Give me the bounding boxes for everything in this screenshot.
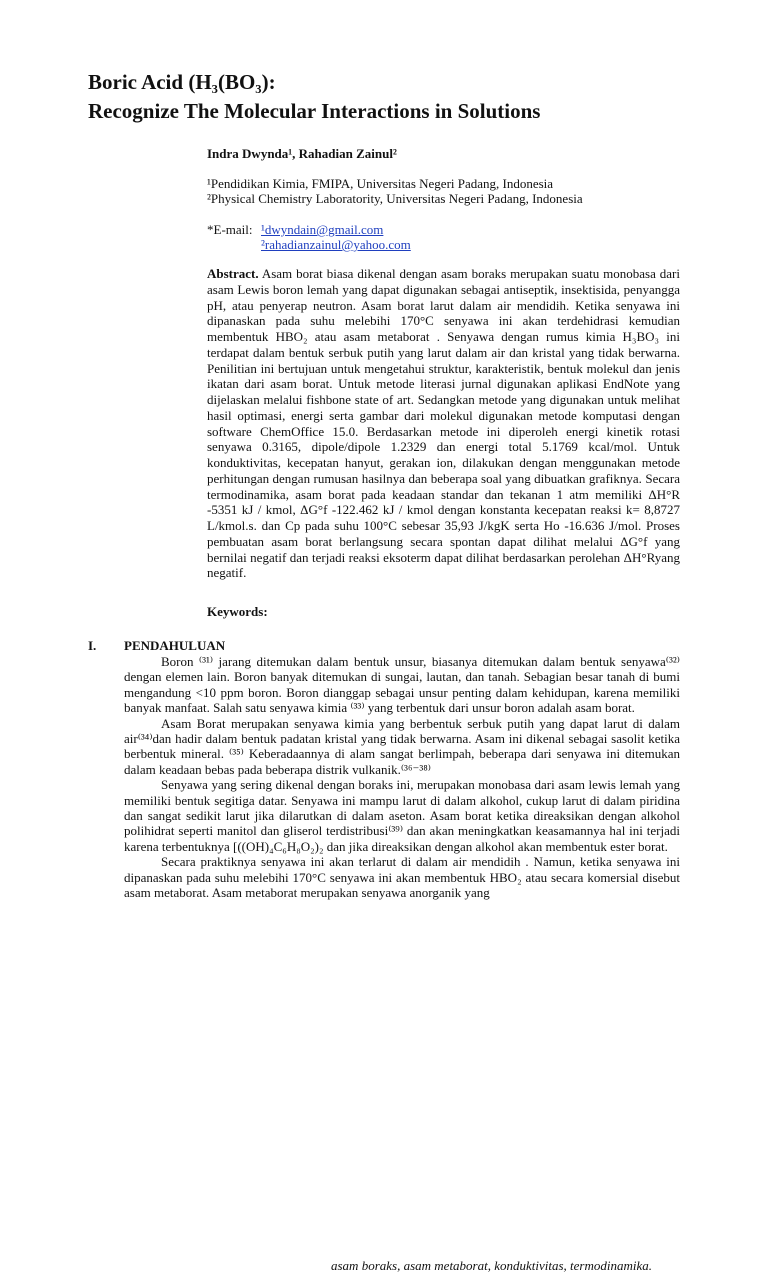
paragraph: Secara praktiknya senyawa ini akan terlarut di dalam air mendidih . Namun, ketika senyawa ini dipanaskan pada suhu melebihi 170°C senyawa ini akan membentuk HBO₂ atau secara komersial disebut asam metaborat. Asam metaborat merupakan senyawa anorganik yang	[124, 854, 680, 901]
abstract-heading: Abstract.	[207, 266, 259, 281]
author-list: Indra Dwynda¹, Rahadian Zainul²	[207, 146, 397, 161]
section-heading: PENDAHULUAN	[124, 638, 226, 653]
email-block	[207, 222, 507, 252]
keywords-heading: Keywords:	[207, 604, 268, 619]
title-line-2: Recognize The Molecular Interactions in Solutions	[88, 99, 541, 123]
title-line-1: Boric Acid (H₃(BO₃):	[88, 70, 276, 94]
abstract-text: Asam borat biasa dikenal dengan asam boraks merupakan suatu monobasa dari asam Lewis boron lemah yang dapat digunakan sebagai antiseptik, insektisida, penyangga pH, atau penyerap neutron. Asam borat larut dalam air mendidih. Ketika senyawa ini dipanaskan pada suhu melebihi 170°C senyawa ini akan terdehidrasi kemudian membentuk HBO₂ atau asam metaborat . Senyawa dengan rumus kimia H₃BO₃ ini terdapat dalam bentuk serbuk putih yang larut dalam air dan kristal yang tidak berwarna. Penilitian ini bertujuan untuk mengetahui struktur, karakteristik, bentuk molekul dan jenis ikatan dari asam borat. Untuk metode literasi jurnal digunakan aplikasi EndNote yang dijelaskan melalui fishbone state of art. Sedangkan metode yang digunakan untuk melihat hasil optimasi, energi serta gambar dari molekul digunakan metode komputasi dengan software ChemOffice 15.0. Berdasarkan metode ini diperoleh energi kinetik rotasi senyawa 0.3165, dipole/dipole 1.2329 dan energi total 5.1769 kcal/mol. Untuk konduktivitas, kecepatan hanyut, gerakan ion, dilakukan dengan menggunakan metode perhitungan dengan rumusan hasilnya dan beberapa soal yang dibuatkan grafiknya. Secara termodinamika, asam borat pada keadaan standar dan tekanan 1 atm memiliki ΔH°R -5351 kJ / kmol, ΔG°f -122.462 kJ / kmol dengan konstanta kecepatan reaksi k= 8,8727 L/kmol.s. dan Cp pada suhu 100°C sebesar 35,93 J/kgK serta Ho -16.636 J/mol. Proses pembuatan asam borat berlangsung secara spontan dapat dilihat melalui ΔG°f yang bernilai negatif dan terjadi reaksi eksoterm dapat dilihat berdasarkan perolehan ΔH°Ryang negatif.	[207, 266, 680, 581]
paragraph: Senyawa yang sering dikenal dengan boraks ini, merupakan monobasa dari asam lewis lemah yang memiliki bentuk segitiga datar. Senyawa ini mampu larut di dalam alkohol, cukup larut di dalam piridina dan sangat sedikit larut jika dilarutkan di dalam aseton. Asam borat ketika direaksikan dengan alkohol polihidrat seperti manitol dan gliserol terdistribusi⁽³⁹⁾ dan akan meningkatkan keasamannya hal ini terjadi karena terbentuknya [((OH)₄C₆H₈O₂)₂ dan jika direaksikan dengan alkohol akan membentuk ester borat.	[124, 777, 680, 854]
paragraph: Asam Borat merupakan senyawa kimia yang berbentuk serbuk putih yang dapat larut di dalam air⁽³⁴⁾dan hadir dalam bentuk padatan kristal yang tidak berwarna. Asam ini dikenal sebagai sasolit ketika berbentuk mineral. ⁽³⁵⁾ Keberadaannya di alam sangat berlimpah, beberapa dari senyawa ini ditemukan dalam keadaan bebas pada beberapa distrik vulkanik.⁽³⁶⁻³⁸⁾	[124, 715, 680, 777]
keywords-text: asam boraks, asam metaborat, konduktivitas, termodinamika.	[331, 1258, 653, 1273]
affiliation-2: ²Physical Chemistry Laboratority, Universitas Negeri Padang, Indonesia	[207, 191, 583, 206]
email-label: *E-mail:	[207, 222, 253, 237]
affiliation-1: ¹Pendidikan Kimia, FMIPA, Universitas Negeri Padang, Indonesia	[207, 176, 554, 191]
section-body	[124, 654, 680, 901]
paper-title	[88, 68, 728, 126]
paragraph: Boron ⁽³¹⁾ jarang ditemukan dalam bentuk unsur, biasanya ditemukan dalam bentuk senyawa⁽³²⁾ dengan elemen lain. Boron banyak ditemukan di sungai, lautan, dan tanah. Sebagian besar tanah di bumi mengandung <10 ppm boron. Boron dianggap sebagai unsur penting dalam kehidupan, karena memiliki banyak manfaat. Salah satu senyawa kimia ⁽³³⁾ yang terbentuk dari unsur boron adalah asam borat.	[124, 654, 680, 716]
abstract	[207, 266, 680, 581]
affiliations	[207, 176, 697, 206]
section-number: I.	[88, 638, 97, 653]
email-link-1[interactable]: ¹dwyndain@gmail.com	[261, 222, 384, 237]
email-link-2[interactable]: ²rahadianzainul@yahoo.com	[261, 237, 411, 252]
